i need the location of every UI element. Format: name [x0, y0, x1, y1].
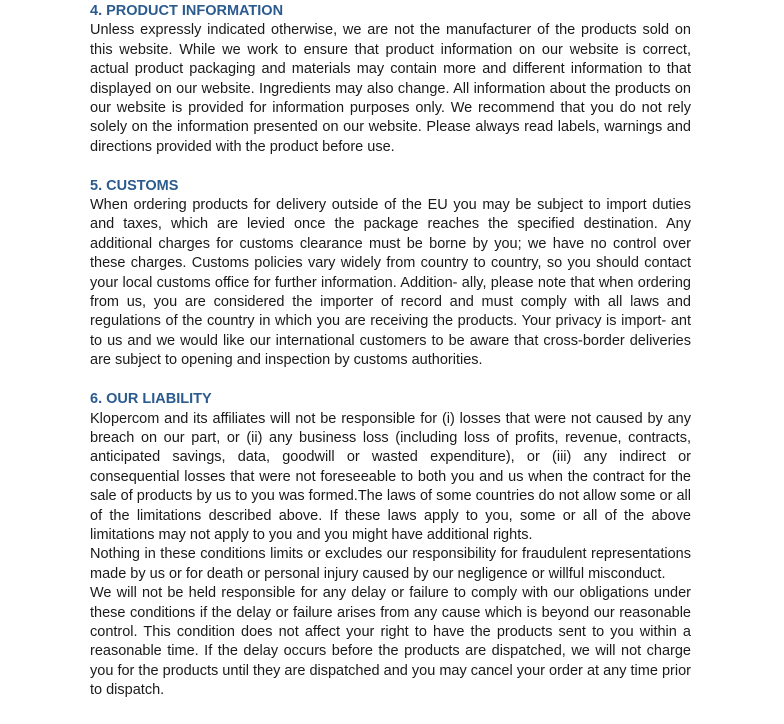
paragraph-liability-delay: We will not be held responsible for any delay or failure to comply with our obligations under these conditions if the delay or failure arises from any cause which is beyond our reasonable control. This condition does not affect your right to have the products sent to you within a reasonable time. If the delay occurs before the products are dispatched, we will not charge you for the products until they are dispatched and you may cancel your order at any time prior to dispatch.	[90, 585, 691, 699]
section-heading-product-information: 4. PRODUCT INFORMATION	[90, 3, 284, 19]
section-heading-liability: 6. OUR LIABILITY	[90, 391, 212, 408]
section-customs	[90, 177, 691, 371]
section-spacer	[90, 157, 691, 176]
section-product-information	[90, 2, 691, 157]
section-liability	[90, 390, 691, 701]
section-spacer	[90, 371, 691, 390]
paragraph-product-information: Unless expressly indicated otherwise, we are not the manufacturer of the products sold on this website. While we work to ensure that product information on our website is correct, actual product packaging and materials may contain more and different information to that displayed on our website. Ingredients may also change. All information about the products on our website is provided for information purposes only. We recommend that you do not rely solely on the information presented on our website. Please always read labels, warnings and directions provided with the product before use.	[90, 22, 691, 155]
terms-document	[90, 2, 691, 701]
section-heading-customs: 5. CUSTOMS	[90, 177, 179, 194]
paragraph-customs: When ordering products for delivery outside of the EU you may be subject to import duties and taxes, which are levied once the package reaches the specified destination. Any additional charges for customs clearance must be borne by you; we have no control over these charges. Customs policies vary widely from country to country, so you should contact your local customs office for further information. Addition- ally, please note that when ordering from us, you are considered the importer of record and must comply with all laws and regulations of the country in which you are receiving the products. Your privacy is import- ant to us and we would like our international customers to be aware that cross-border deliveries are subject to opening and inspection by customs authorities.	[90, 197, 691, 369]
paragraph-liability-fraud: Nothing in these conditions limits or excludes our responsibility for fraudulent representations made by us or for death or personal injury caused by our negligence or willful misconduct.	[90, 546, 691, 582]
paragraph-liability-losses: Klopercom and its affiliates will not be responsible for (i) losses that were not caused by any breach on our part, or (ii) any business loss (including loss of profits, revenue, contracts, anticipated savings, data, goodwill or wasted expenditure), or (iii) any indirect or consequential losses that were not foreseeable to both you and us when the contract for the sale of products by us to you was formed.The laws of some countries do not allow some or all of the limitations described above. If these laws apply to you, some or all of the above limitations may not apply to you and you might have additional rights.	[90, 410, 691, 543]
